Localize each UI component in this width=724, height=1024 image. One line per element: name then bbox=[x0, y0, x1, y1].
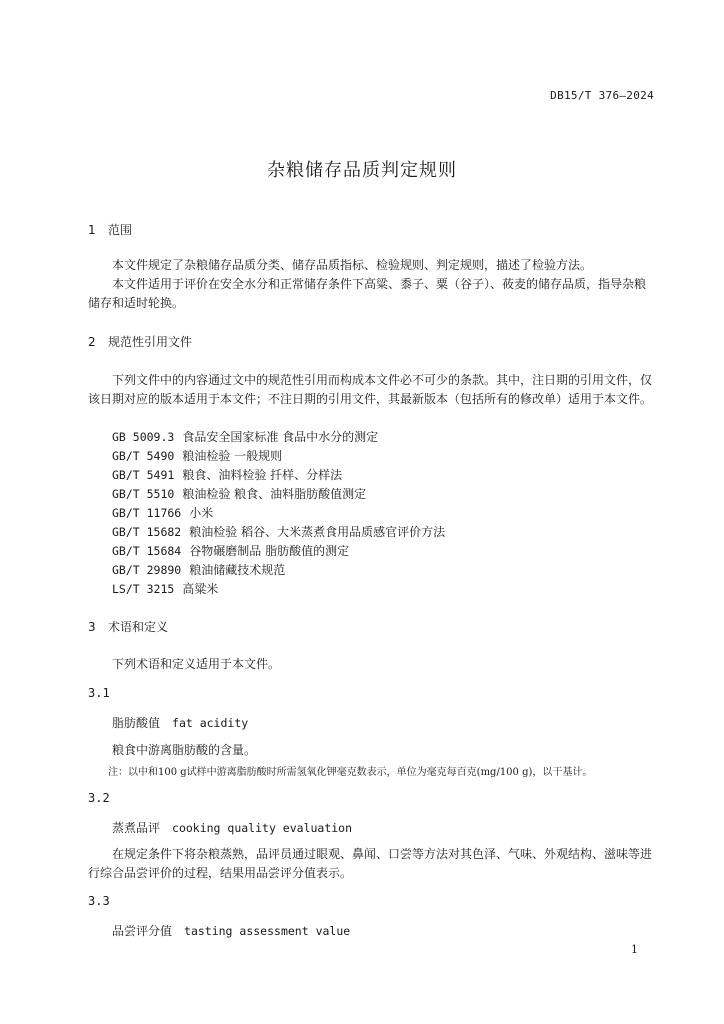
term-en: tasting assessment value bbox=[184, 924, 351, 938]
term-entry bbox=[112, 819, 352, 836]
reference-item bbox=[112, 485, 366, 502]
reference-code: GB 5009.3 bbox=[112, 430, 175, 444]
term-zh: 蒸煮品评 bbox=[112, 821, 161, 835]
reference-item bbox=[112, 447, 282, 464]
reference-title: 高粱米 bbox=[182, 582, 219, 596]
reference-title: 粮油检验 粮食、油料脂肪酸值测定 bbox=[182, 487, 367, 501]
section-3-heading bbox=[88, 618, 168, 635]
reference-code: GB/T 15682 bbox=[112, 525, 182, 539]
reference-item bbox=[112, 466, 342, 483]
term-entry bbox=[112, 922, 350, 939]
term-zh: 品尝评分值 bbox=[112, 924, 173, 938]
reference-item bbox=[112, 580, 218, 597]
reference-title: 粮油检验 一般规则 bbox=[182, 449, 283, 463]
reference-code: GB/T 11766 bbox=[112, 506, 182, 520]
term-definition: 粮食中游离脂肪酸的含量。 bbox=[112, 743, 257, 757]
reference-item bbox=[112, 428, 378, 445]
reference-title: 小米 bbox=[189, 506, 214, 520]
clause-number: 3.1 bbox=[88, 686, 110, 700]
clause-number: 3.3 bbox=[88, 894, 110, 908]
standard-code: DB15/T 376—2024 bbox=[550, 89, 654, 102]
reference-code: GB/T 5491 bbox=[112, 468, 175, 482]
terms-intro: 下列术语和定义适用于本文件。 bbox=[112, 657, 281, 671]
section-number: 1 bbox=[88, 223, 96, 237]
document-title: 杂粮储存品质判定规则 bbox=[267, 160, 457, 181]
page-number: 1 bbox=[631, 943, 638, 956]
reference-item bbox=[112, 504, 213, 521]
scope-paragraph-2: 本文件适用于评价在安全水分和正常储存条件下高粱、黍子、粟（谷子）、莜麦的储存品质，指导杂粮储存和适时轮换。 bbox=[88, 277, 647, 310]
reference-code: LS/T 3215 bbox=[112, 582, 175, 596]
term-en: fat acidity bbox=[172, 716, 249, 730]
term-entry bbox=[112, 714, 248, 731]
normative-refs-intro: 下列文件中的内容通过文中的规范性引用而构成本文件必不可少的条款。其中，注日期的引用文件，仅该日期对应的版本适用于本文件；不注日期的引用文件，其最新版本（包括所有的修改单）适用于本文件。 bbox=[88, 373, 653, 406]
reference-title: 粮食、油料检验 扦样、分样法 bbox=[182, 468, 343, 482]
term-en: cooking quality evaluation bbox=[172, 821, 353, 835]
term-zh: 脂肪酸值 bbox=[112, 716, 161, 730]
reference-title: 谷物碾磨制品 脂肪酸值的测定 bbox=[189, 544, 350, 558]
reference-code: GB/T 15684 bbox=[112, 544, 182, 558]
reference-code: GB/T 5490 bbox=[112, 449, 175, 463]
term-definition: 在规定条件下将杂粮蒸熟，品评员通过眼观、鼻闻、口尝等方法对其色泽、气味、外观结构、滋味等进行综合品尝评价的过程，结果用品尝评分值表示。 bbox=[88, 847, 653, 880]
reference-item bbox=[112, 523, 445, 540]
reference-title: 粮油检验 稻谷、大米蒸煮食用品质感官评价方法 bbox=[189, 525, 446, 539]
clause-number: 3.2 bbox=[88, 791, 110, 805]
section-2-heading bbox=[88, 333, 192, 350]
reference-code: GB/T 5510 bbox=[112, 487, 175, 501]
section-title: 规范性引用文件 bbox=[108, 335, 193, 349]
section-number: 2 bbox=[88, 335, 96, 349]
section-title: 范围 bbox=[108, 223, 133, 237]
section-number: 3 bbox=[88, 620, 96, 634]
reference-code: GB/T 29890 bbox=[112, 563, 182, 577]
section-1-heading bbox=[88, 221, 132, 238]
term-note: 注：以中和100 g试样中游离脂肪酸时所需氢氧化钾毫克数表示，单位为毫克每百克(mg/100 g)，以干基计。 bbox=[108, 767, 593, 778]
reference-title: 食品安全国家标准 食品中水分的测定 bbox=[182, 430, 379, 444]
reference-item bbox=[112, 542, 349, 559]
reference-title: 粮油储藏技术规范 bbox=[189, 563, 286, 577]
scope-paragraph-1: 本文件规定了杂粮储存品质分类、储存品质指标、检验规则、判定规则，描述了检验方法。 bbox=[112, 258, 593, 272]
reference-item bbox=[112, 561, 285, 578]
section-title: 术语和定义 bbox=[108, 620, 169, 634]
